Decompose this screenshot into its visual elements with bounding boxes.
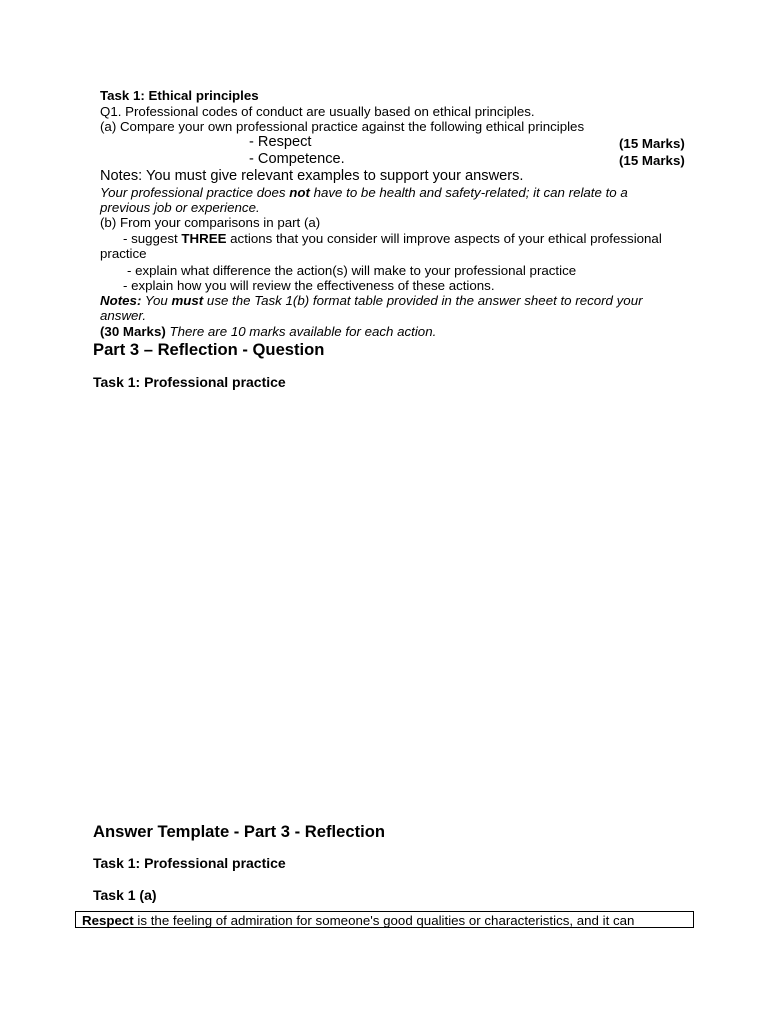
respect-answer-box — [75, 911, 694, 928]
notes-examples: Notes: You must give relevant examples to support your answers. — [100, 168, 524, 184]
explain-review: - explain how you will review the effectiveness of these actions. — [123, 278, 495, 293]
part-b-text: (b) From your comparisons in part (a) — [100, 215, 321, 230]
part-a-text: (a) Compare your own professional practice against the following ethical principles — [100, 119, 585, 134]
answer-template-task: Task 1: Professional practice — [93, 855, 286, 871]
principle-competence: - Competence. — [249, 151, 345, 167]
part3-task-heading: Task 1: Professional practice — [93, 374, 286, 390]
explain-difference: - explain what difference the action(s) will make to your professional practice — [127, 263, 577, 278]
suggest-line: - suggest THREE actions that you consider will improve aspects of your ethical professional — [123, 231, 662, 246]
notes-table-wrap: answer. — [100, 308, 147, 323]
answer-template-sub: Task 1 (a) — [93, 887, 157, 903]
marks-competence: (15 Marks) — [619, 153, 685, 168]
q1-text: Q1. Professional codes of conduct are usually based on ethical principles. — [100, 104, 535, 119]
principle-respect: - Respect — [249, 134, 312, 150]
part3-heading: Part 3 – Reflection - Question — [93, 340, 325, 359]
italic-note-line1: Your professional practice does not have to be health and safety-related; it can relate to a — [100, 185, 628, 200]
notes-table-line1: Notes: You must use the Task 1(b) format table provided in the answer sheet to record your — [100, 293, 643, 308]
marks-respect: (15 Marks) — [619, 136, 685, 151]
suggest-wrap: practice — [100, 246, 147, 261]
marks-30-line: (30 Marks) There are 10 marks available for each action. — [100, 324, 437, 339]
answer-template-heading: Answer Template - Part 3 - Reflection — [93, 822, 385, 841]
task1-heading: Task 1: Ethical principles — [100, 88, 259, 103]
respect-answer-text: Respect is the feeling of admiration for someone's good qualities or characteristics, and it can — [82, 913, 635, 928]
italic-note-line2: previous job or experience. — [100, 200, 260, 215]
